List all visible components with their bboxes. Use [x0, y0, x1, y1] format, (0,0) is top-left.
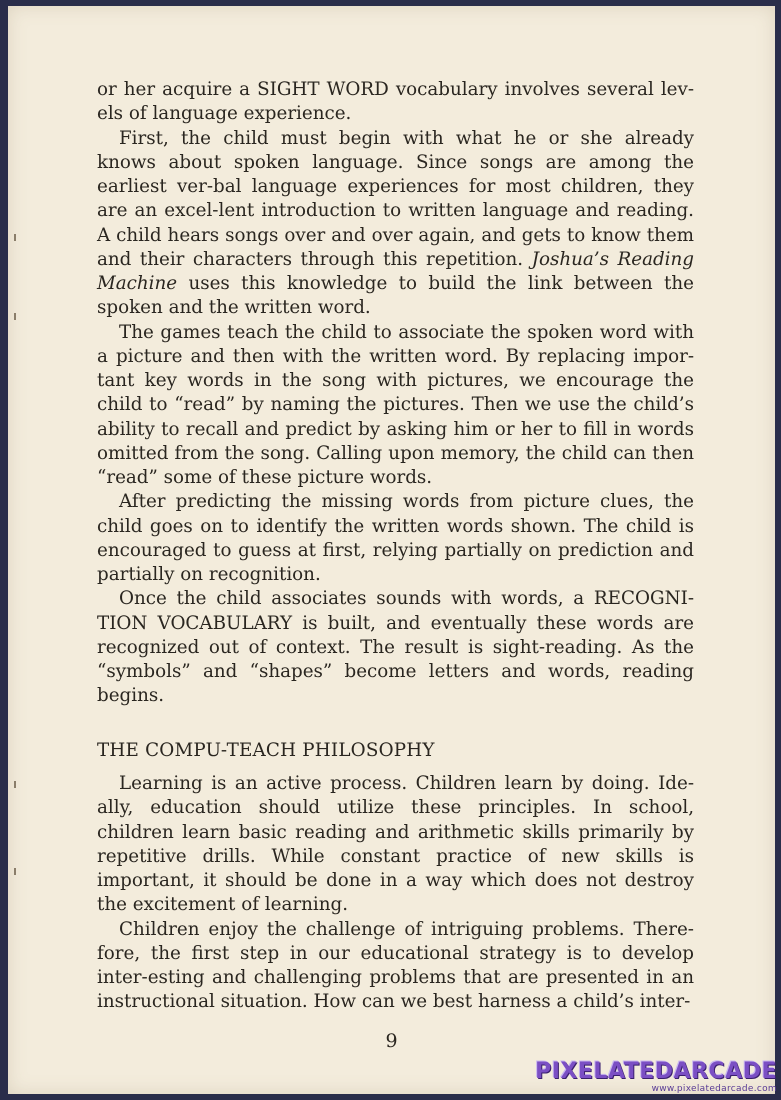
paragraph: Once the child associates sounds with words, a RECOGNI-TION VOCABULARY is built, and eventually these words are recognized out of context. The result is sight-reading. As the “symbols” and “shapes” become letters and words, reading begins. — [97, 588, 694, 707]
binding-mark — [14, 868, 16, 875]
booklet-page — [8, 6, 775, 1094]
section-heading: THE COMPU-TEACH PHILOSOPHY — [97, 740, 435, 761]
body-text-bottom — [97, 772, 694, 1015]
paragraph: Children enjoy the challenge of intriguing problems. There-fore, the first step in our educational strategy is to develop inter-esting and challenging problems that are presented in an instructional situation. How can we best harness a child’s inter- — [97, 918, 694, 1013]
body-text-top — [97, 78, 694, 709]
paragraph: First, the child must begin with what he or she already knows about spoken language. Since songs are among the earliest ver-bal language experiences for most children, they are an excel-lent introduction to written language and reading. A child hears songs over and over again, and gets to know them and their characters through this repetition. Joshua’s Reading Machine uses this knowledge to build the link between the spoken and the written word. — [97, 127, 694, 319]
paragraph: The games teach the child to associate the spoken word with a picture and then with the written word. By replacing impor-tant key words in the song with pictures, we encourage the child to “read” by naming the pictures. Then we use the child’s ability to recall and predict by asking him or her to fill in words omitted from the song. Calling upon memory, the child can then “read” some of these picture words. — [97, 321, 694, 488]
watermark-logo: PIXELATEDARCADE — [535, 1059, 777, 1084]
binding-mark — [14, 313, 16, 320]
paragraph: Learning is an active process. Children learn by doing. Ide-ally, education should utilize these principles. In school, children learn basic reading and arithmetic skills primarily by repetitive drills. While constant practice of new skills is important, it should be done in a way which does not destroy the excitement of learning. — [97, 773, 694, 916]
page-number: 9 — [385, 1030, 398, 1052]
watermark — [535, 1060, 777, 1094]
watermark-url: www.pixelatedarcade.com — [651, 1084, 777, 1094]
binding-mark — [14, 781, 16, 788]
binding-mark — [14, 234, 16, 241]
paragraph: or her acquire a SIGHT WORD vocabulary involves several lev-els of language experience. — [97, 79, 694, 125]
product-title: Joshua’s Reading Machine — [97, 248, 694, 294]
paragraph: After predicting the missing words from picture clues, the child goes on to identify the written words shown. The child is encouraged to guess at first, relying partially on prediction and partially on recognition. — [97, 491, 694, 585]
